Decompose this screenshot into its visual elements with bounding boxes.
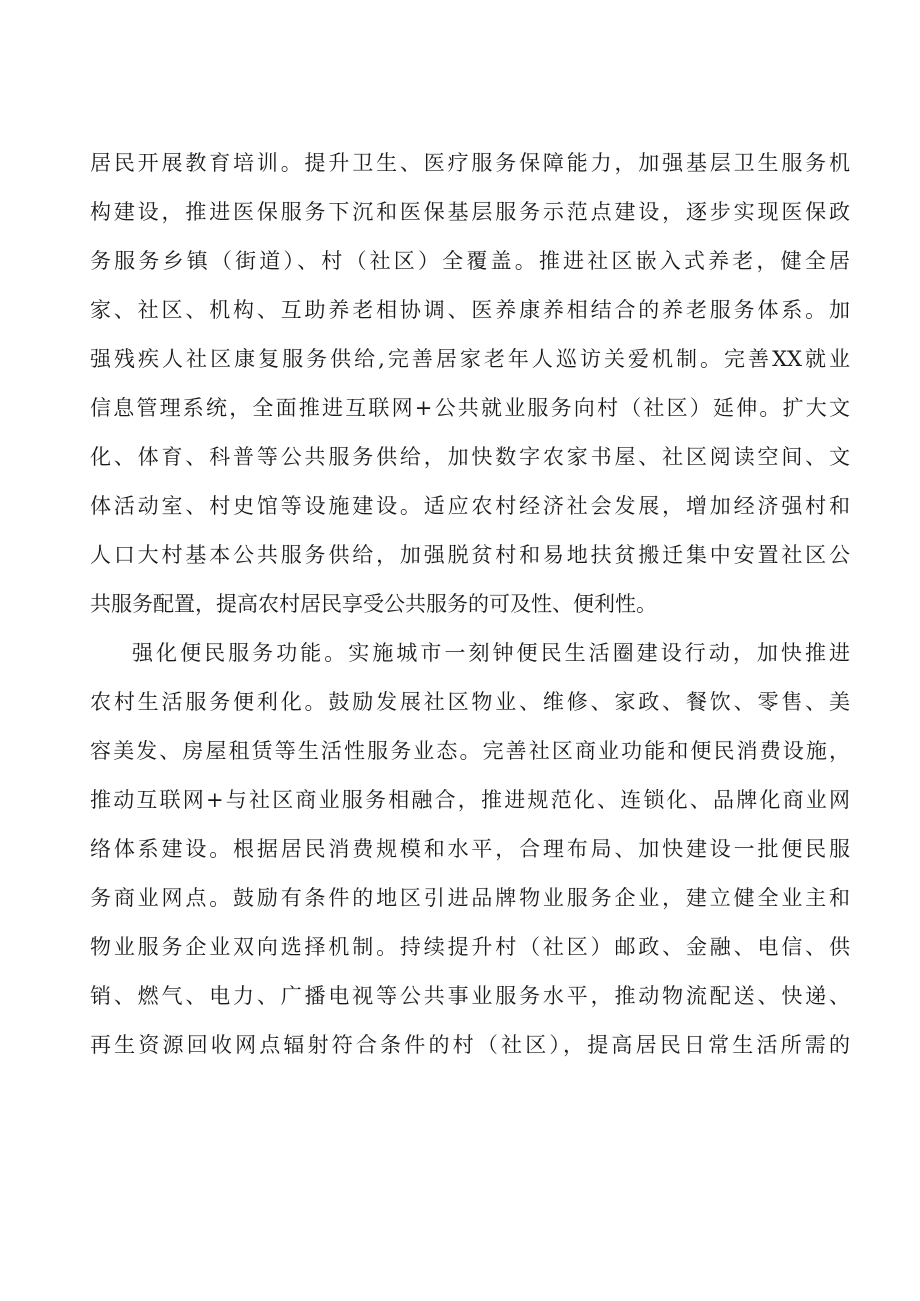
body-text (90, 139, 850, 1070)
text-line: 再生资源回收网点辐射符合条件的村（社区），提高居民日常生活所需的 (90, 1033, 850, 1057)
text-line: 务服务乡镇（街道）、村（社区）全覆盖。推进社区嵌入式养老，健全居 (90, 249, 850, 273)
text-line: 推动互联网+与社区商业服务相融合，推进规范化、连锁化、品牌化商业网 (90, 788, 850, 812)
text-line: 化、体育、科普等公共服务供给，加快数字农家书屋、社区阅读空间、文 (90, 445, 850, 469)
text-line: 信息管理系统，全面推进互联网+公共就业服务向村（社区）延伸。扩大文 (90, 396, 850, 420)
text-line: 人口大村基本公共服务供给，加强脱贫村和易地扶贫搬迁集中安置社区公 (90, 543, 850, 567)
text-line: 销、燃气、电力、广播电视等公共事业服务水平，推动物流配送、快递、 (90, 984, 850, 1008)
text-line: 务商业网点。鼓励有条件的地区引进品牌物业服务企业，建立健全业主和 (90, 886, 850, 910)
text-line: 体活动室、村史馆等设施建设。适应农村经济社会发展，增加经济强村和 (90, 494, 850, 518)
text-line: 共服务配置，提高农村居民享受公共服务的可及性、便利性。 (90, 592, 657, 616)
text-line: 强化便民服务功能。实施城市一刻钟便民生活圈建设行动，加快推进 (132, 641, 850, 665)
paragraph-convenience-services (90, 629, 850, 1070)
text-line: 络体系建设。根据居民消费规模和水平，合理布局、加快建设一批便民服 (90, 837, 850, 861)
text-line: 容美发、房屋租赁等生活性服务业态。完善社区商业功能和便民消费设施， (90, 739, 850, 763)
text-line: 居民开展教育培训。提升卫生、医疗服务保障能力，加强基层卫生服务机 (90, 151, 850, 175)
text-line: 农村生活服务便利化。鼓励发展社区物业、维修、家政、餐饮、零售、美 (90, 690, 850, 714)
text-line: 物业服务企业双向选择机制。持续提升村（社区）邮政、金融、电信、供 (90, 935, 850, 959)
text-line: 构建设，推进医保服务下沉和医保基层服务示范点建设，逐步实现医保政 (90, 200, 850, 224)
text-line: 家、社区、机构、互助养老相协调、医养康养相结合的养老服务体系。加 (90, 298, 850, 322)
paragraph-public-services (90, 139, 850, 629)
text-line: 强残疾人社区康复服务供给,完善居家老年人巡访关爱机制。完善XX就业 (90, 347, 850, 371)
